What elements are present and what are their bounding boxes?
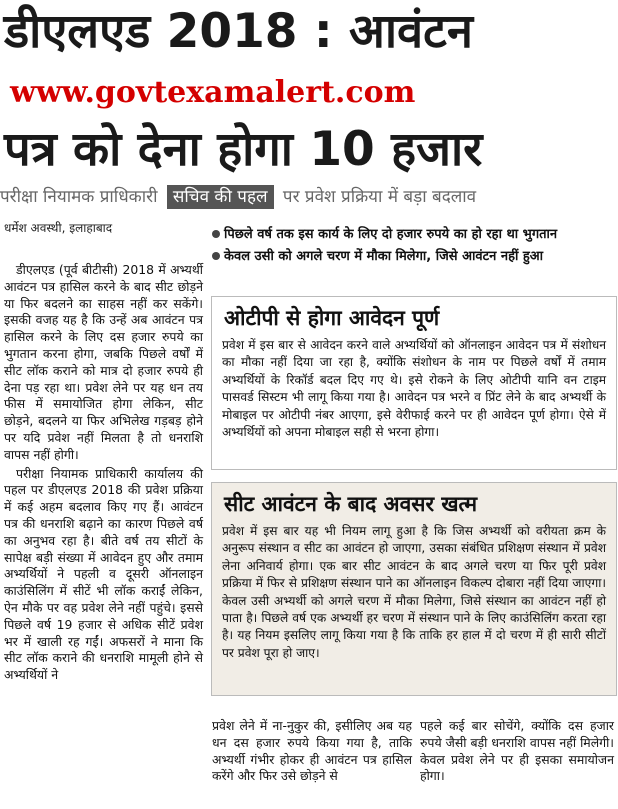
article-paragraph: पहले कई बार सोचेंगे, क्योंकि दस हजार रुपये जैसी बड़ी धनराशि वापस नहीं मिलेगी। केवल प्रवेश लेने पर ही इसका समायोजन होगा। (420, 718, 614, 784)
highlight-text: केवल उसी को अगले चरण में मौका मिलेगा, जिसे आवंटन नहीं हुआ (224, 249, 544, 264)
info-box-seat-allotment (211, 482, 617, 696)
subheadline (0, 180, 618, 214)
article-column-1 (4, 262, 203, 686)
highlight-item (212, 246, 614, 268)
subheadline-after: पर प्रवेश प्रक्रिया में बड़ा बदलाव (282, 187, 477, 207)
info-box-otp (211, 296, 617, 470)
info-box-body: प्रवेश में इस बार से आवेदन करने वाले अभ्यर्थियों को ऑनलाइन आवेदन पत्र में संशोधन का मौका नहीं दिया जा रहा है, क्योंकि संशोधन के नाम पर पिछले वर्षों में तमाम अभ्यर्थियों के रिकॉर्ड बदल दिए गए थे। इसे रोकने के लिए ओटीपी यानि वन टाइम पासवर्ड सिस्टम भी लागू किया गया है। आवेदन पत्र भरने व प्रिंट लेने के बाद अभ्यर्थी के मोबाइल पर ओटीपी नंबर आएगा, इसे वेरीफाई करने पर ही आवेदन पूर्ण होगा। ऐसे में अभ्यर्थियों को अपना मोबाइल सही से भरना होगा। (222, 338, 606, 440)
subheadline-highlight: सचिव की पहल (167, 185, 274, 209)
article-paragraph: डीएलएड (पूर्व बीटीसी) 2018 में अभ्यर्थी आवंटन पत्र हासिल करने के बाद सीट छोड़ने या फिर बदलने का साहस नहीं कर सकेंगे। इसकी वजह यह है कि उन्हें अब आवंटन पत्र हासिल करने के लिए दस हजार रुपये का भुगतान करना होगा, जबकि पिछले वर्षों में सीट लॉक कराने को मात्र दो हजार रुपये ही देना पड़ रहा था। प्रवेश लेने पर यह धन तय फीस में समायोजित होगा लेकिन, सीट छोड़ने, बदलने या फिर अभिलेख गड़बड़ होने पर यदि प्रवेश नहीं मिलता है तो धनराशि वापस नहीं होगी। (4, 262, 203, 462)
highlight-item (212, 224, 614, 246)
info-box-body: प्रवेश में इस बार यह भी नियम लागू हुआ है कि जिस अभ्यर्थी को वरीयता क्रम के अनुरूप संस्थान व सीट का आवंटन हो जाएगा, उसका संबंधित प्रशिक्षण संस्थान में प्रवेश लेना अनिवार्य होगा। एक बार सीट आवंटन के बाद अगले चरण या फिर पूरी प्रवेश प्रक्रिया में फिर से प्रशिक्षण संस्थान पाने का ऑनलाइन विकल्प दोबारा नहीं दिया जाएगा। केवल उसी अभ्यर्थी को अगले चरण में मौका मिलेगा, जिसे संस्थान का आवंटन नहीं हो पाता है। पिछले वर्ष एक अभ्यर्थी हर चरण में संस्थान पाने के लिए काउंसिलिंग करता रहा है। यह नियम इसलिए लागू किया गया है कि ताकि हर हाल में दो चरण में ही सारी सीटों पर प्रवेश पूरा हो जाए। (222, 524, 606, 660)
highlight-text: पिछले वर्ष तक इस कार्य के लिए दो हजार रुपये का हो रहा था भुगतान (224, 227, 558, 242)
bullet-icon (212, 252, 220, 260)
info-box-title: सीट आवंटन के बाद अवसर खत्म (224, 492, 478, 516)
highlight-bullets (212, 224, 614, 268)
article-column-2 (212, 718, 412, 785)
watermark-url: www.govtexamalert.com (10, 75, 416, 110)
article-paragraph: परीक्षा नियामक प्राधिकारी कार्यालय की पहल पर डीएलएड 2018 की प्रवेश प्रक्रिया में कई अहम बदलाव किए गए हैं। आवंटन पत्र की धनराशि बढ़ाने का कारण पिछले वर्ष का अनुभव रहा है। बीते वर्ष तय सीटों के सापेक्ष बड़ी संख्या में आवेदन हुए और तमाम अभ्यर्थियों ने पहली व दूसरी ऑनलाइन काउंसिलिंग में सीटें भी लॉक कराईं लेकिन, ऐन मौके पर वह प्रवेश लेने नहीं पहुंचे। इससे पिछले वर्ष 19 हजार से अधिक सीटें प्रवेश भर में खाली रह गईं। अफसरों ने माना कि सीट लॉक कराने की धनराशि मामूली होने से अभ्यर्थियों ने (4, 465, 203, 683)
headline-line-1: डीएलएड 2018 : आवंटन (4, 4, 473, 59)
info-box-title: ओटीपी से होगा आवेदन पूर्ण (224, 306, 440, 330)
article-column-3 (420, 718, 614, 785)
subheadline-before: परीक्षा नियामक प्राधिकारी (0, 187, 158, 207)
headline-line-2: पत्र को देना होगा 10 हजार (4, 122, 483, 177)
byline: धर्मेश अवस्थी, इलाहाबाद (4, 221, 113, 235)
bullet-icon (212, 230, 220, 238)
article-paragraph: प्रवेश लेने में ना-नुकुर की, इसीलिए अब यह धन दस हजार रुपये किया गया है, ताकि अभ्यर्थी गंभीर होकर ही आवंटन पत्र हासिल करेंगे और फिर उसे छोड़ने से (212, 718, 412, 784)
